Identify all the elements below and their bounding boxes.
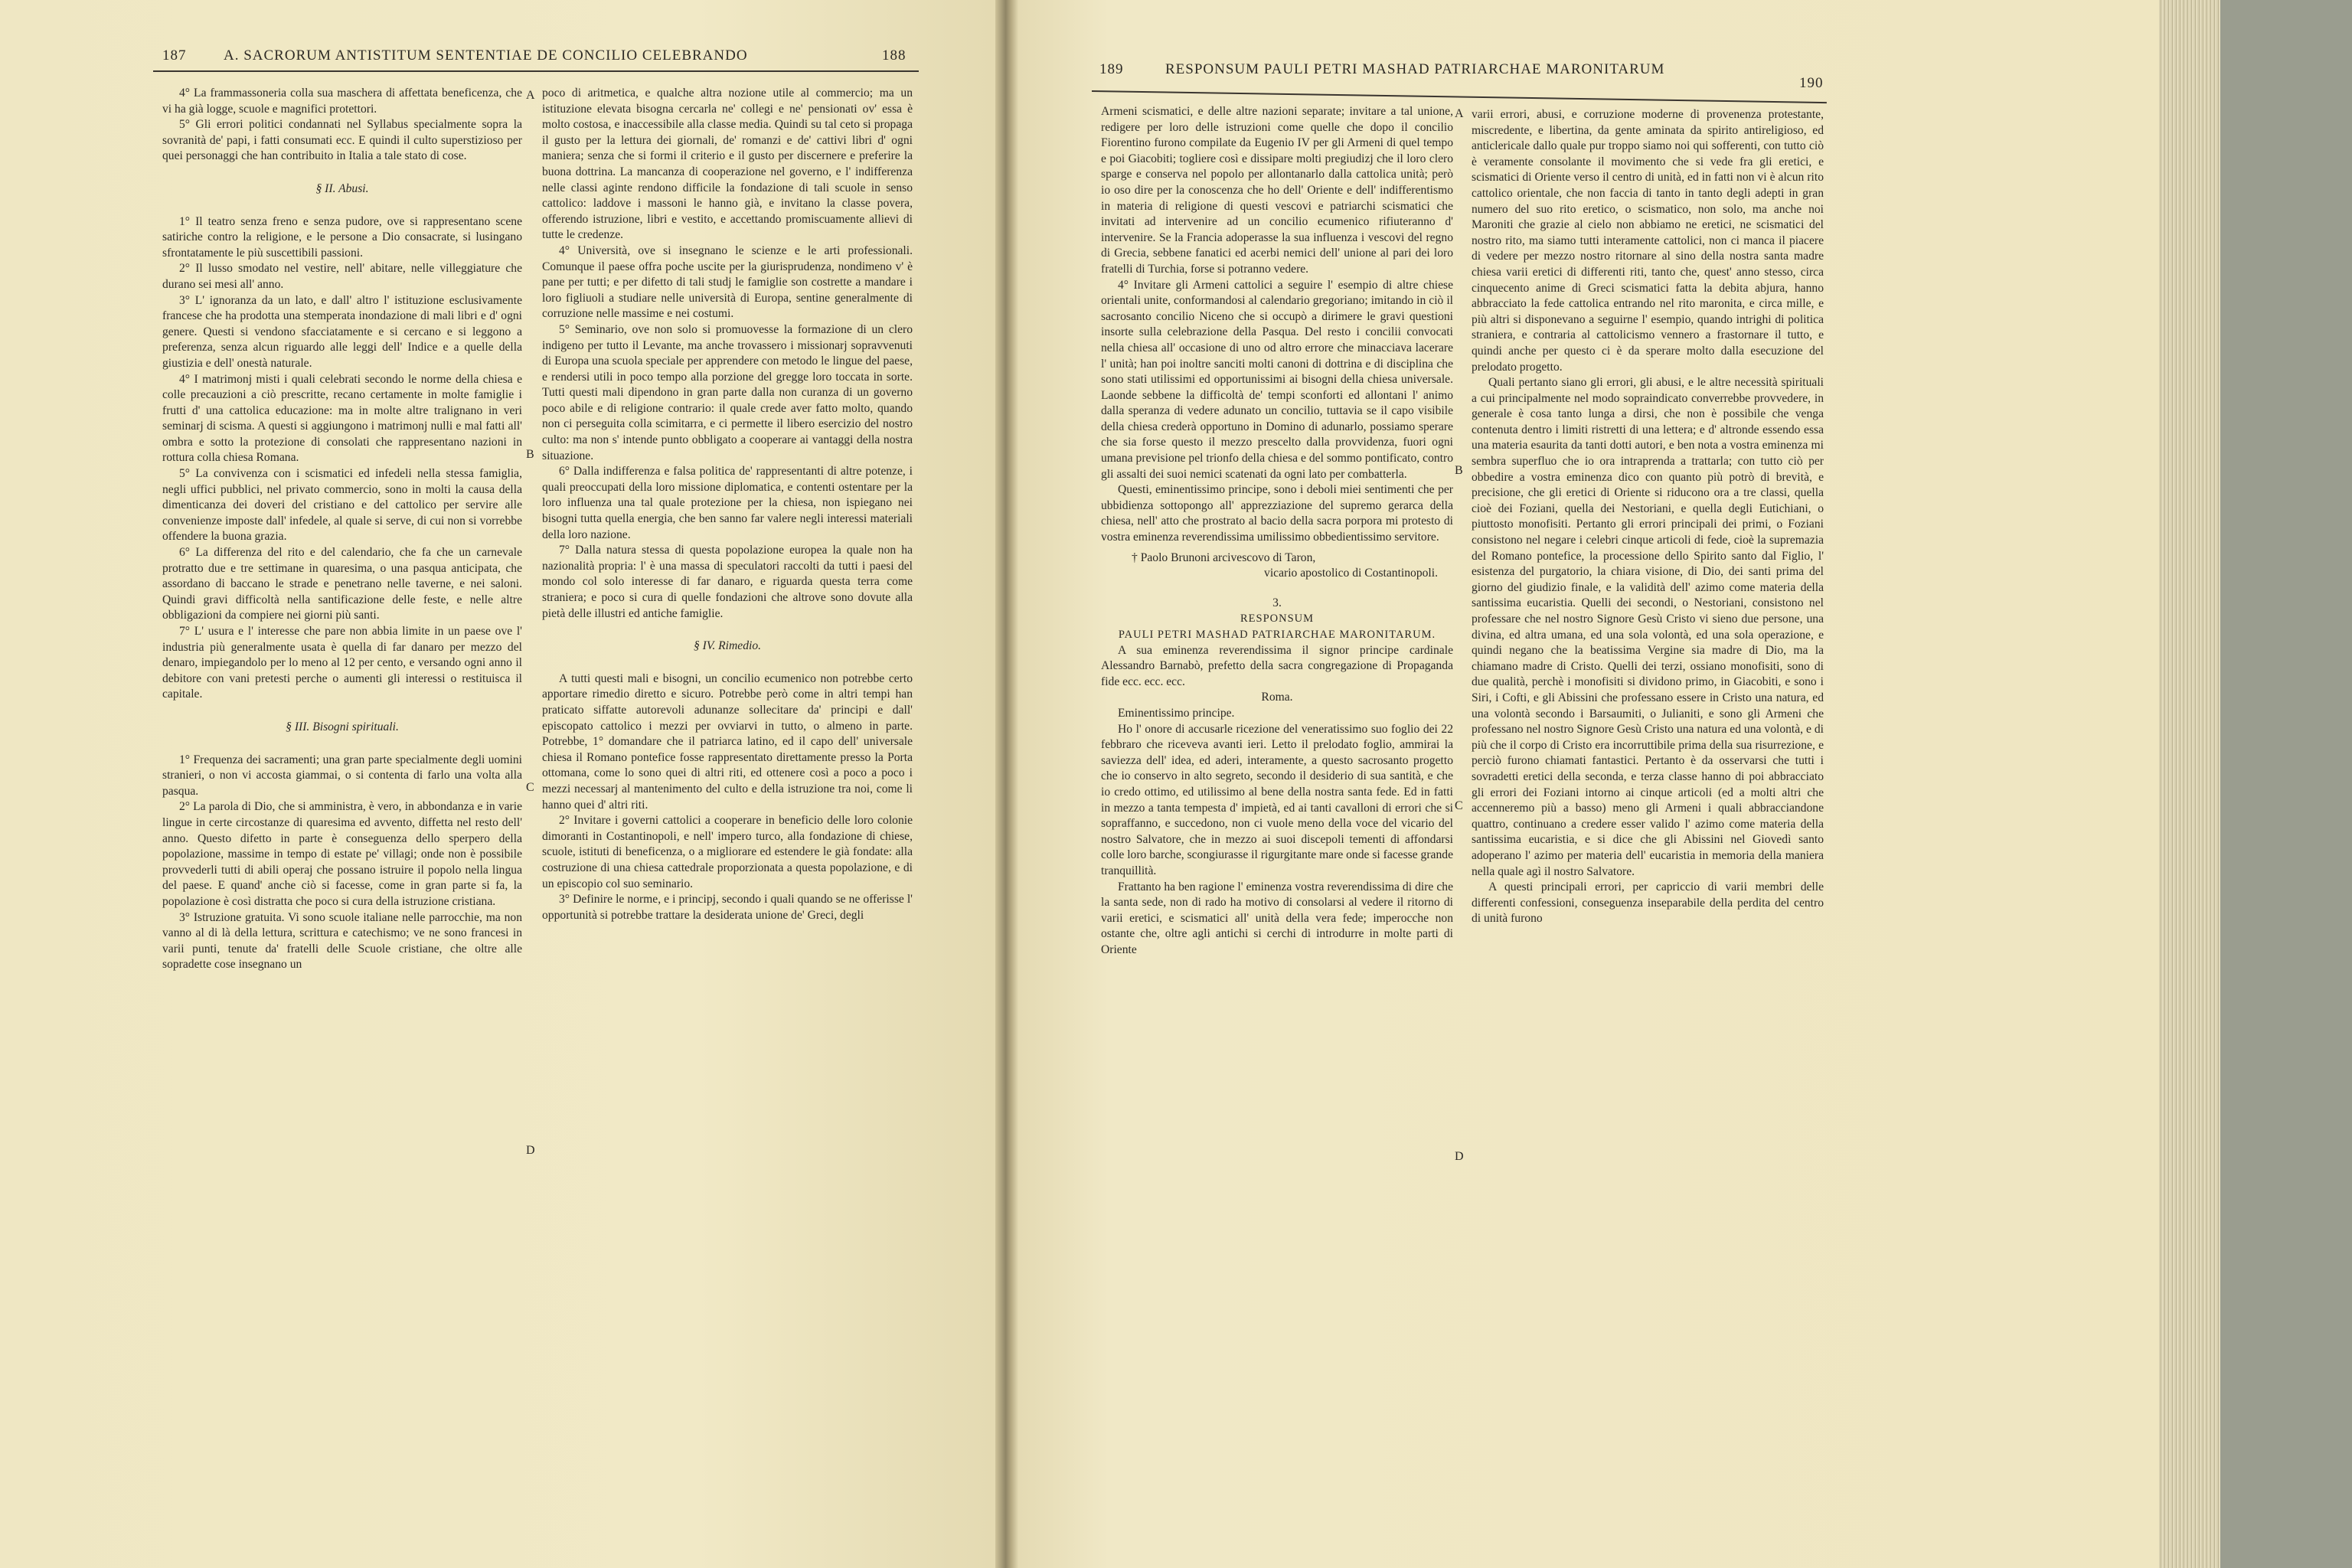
paragraph: 5° La convivenza con i scismatici ed infedeli nella stessa famiglia, negli uffici pubblici, nel privato commercio, sono in molti la causa della dimenticanza dei doveri del cristiano e del cattolico per servire alle convenienze imposte dall' infedele, al quale si serve, di cui non si vorrebbe offendere la buona grazia. bbox=[162, 467, 522, 544]
paragraph: 7° L' usura e l' interesse che pare non abbia limite in un paese ove l' industria più generalmente usata è quella di far danaro per mezzo del denaro, impiegandolo per lo meno al 12 per cento, e versando ogni anno il debitore con vani pretesti perche o aumenti gli interessi o restituisca il capitale. bbox=[162, 625, 522, 701]
page-number: 187 bbox=[162, 47, 187, 64]
paragraph: varii errori, abusi, e corruzione moderne di provenenza protestante, miscredente, e libertina, da gente aminata da spirito antireligioso, ed anticlericale dallo quale pur troppo siamo noi qui sofferenti, con tutto ciò è veramente consolante il movimento che si vede fra gli eretici, e scismatici di Oriente verso il centro di unità, ed in fatti non vi è alcun rito cattolico orientale, che non faccia di tanto in tanto degli adepti in gran numero del suo rito eretico, o scismatico, non solo, ma anche noi Maroniti che grazie al cielo non abbiamo ne eretici, ne scismatici del nostro rito, ma siamo tutti interamente cattolici, non ci manca il piacere di vedere per mezzo nostro ritornare al sino della nostra santa madre chiesa varii eretici di differenti riti, tanto che, quest' anno stesso, circa cinquecento anime di Greci scismatici fatta la debita abjura, hanno abbracciato la fede cattolica entrando nel rito maronita, e circa mille, e più altri si disponevano a seguirne l' esempio, quando intrighi di politica straniera, e contraria al cattolicismo vennero a frastornare il tutto, e quindi anche per questo ci è da sperare molto dalla esecuzione del prelodato progetto. bbox=[1472, 108, 1824, 374]
text-column-left bbox=[1101, 104, 1453, 958]
paragraph: 4° La frammassoneria colla sua maschera di affettata beneficenza, che vi ha già logge, scuole e magnifici protettori. bbox=[162, 87, 522, 116]
paragraph: A sua eminenza reverendissima il signor principe cardinale Alessandro Barnabò, prefetto della sacra congregazione di Propaganda fide ecc. ecc. ecc. bbox=[1101, 643, 1453, 688]
margin-marker: B bbox=[526, 448, 534, 461]
running-title: A. SACRORUM ANTISTITUM SENTENTIAE DE CONCILIO CELEBRANDO bbox=[224, 47, 748, 64]
left-page bbox=[0, 0, 995, 1568]
margin-marker: D bbox=[526, 1144, 535, 1157]
header-rule bbox=[1092, 90, 1827, 103]
paragraph: A tutti questi mali e bisogni, un concilio ecumenico non potrebbe certo apportare rimedio diretto e sicuro. Potrebbe però come in altri tempi han praticato siffatte autorevoli adunanze sollecitare da' principi e dall' episcopato cattolico i mezzi per ovviarvi in tutto, o almeno in parte. Potrebbe, 1° domandare che il patriarca latino, ed il capo dell' universale chiesa il Romano pontefice fosse rappresentato direttamente presso la Porta ottomana, come lo sono quei di altri riti, ed ottenere così a poco a poco i mezzi necessarj al mantenimento del culto e della istruzione tra noi, come li hanno quei d' altri riti. bbox=[542, 671, 913, 812]
section-heading: § III. Bisogni spirituali. bbox=[286, 720, 399, 733]
paragraph: poco di aritmetica, e qualche altra nozione utile al commercio; ma un istituzione elevata bisogna cercarla ne' collegi e ne' pensionati ov' essa è molto costosa, e inaccessibile alla classe media. Quindi su tal ceto si propaga il gusto per la lettura dei giornali, de' romanzi e de' cattivi libri d' ogni maniera; senza che si formi il criterio e il gusto per discernere e preferire la buona dottrina. La mancanza di cooperazione nel governo, e l' indifferenza nelle classi aginte rendono difficile la fondazione di tali scuole in senso cattolico: laddove i massoni le hanno già, e invitano la classe povera, offerendo istruzione, libri e vestito, e accettando promiscuamente allievi di tutte le credenze. bbox=[542, 87, 913, 242]
margin-marker: C bbox=[526, 781, 534, 794]
paragraph: 3° Definire le norme, e i principj, secondo i quali quando se ne offerisse l' opportunità si potrebbe trattare la desiderata unione de' Greci, degli bbox=[542, 893, 913, 922]
right-page bbox=[1018, 0, 2159, 1568]
paragraph: 3° Istruzione gratuita. Vi sono scuole italiane nelle parrocchie, ma non vanno al di là della lettura, scrittura e catechismo; ve ne sono francesi in varii punti, tenute da' fratelli delle Scuole cristiane, che oltre alle sopradette cose insegnano un bbox=[162, 910, 522, 972]
paragraph: A questi principali errori, per capriccio di varii membri delle differenti confessioni, conseguenza inseparabile della perdita del centro di unità furono bbox=[1472, 880, 1824, 926]
paragraph: 5° Gli errori politici condannati nel Syllabus specialmente sopra la sovranità de' papi, i fatti consumati ecc. E quindi il culto superstizioso per quei personaggi che han contribuito in Italia a tale stato di cose. bbox=[162, 118, 522, 163]
margin-marker: D bbox=[1455, 1150, 1464, 1163]
signature: † Paolo Brunoni arcivescovo di Taron, bbox=[1132, 550, 1316, 564]
paragraph: 4° Invitare gli Armeni cattolici a seguire l' esempio di altre chiese orientali unite, conformandosi al calendario gregoriano; imitando in ciò il sacrosanto concilio Niceno che si occupò a dirimere le gravi questioni insorte sulla celebrazione della Pasqua. Del resto i concilii convocati nella chiesa all' occasione di uno od altro errore che minacciava lacerare l' unità; han poi inoltre sanciti molti canoni di dottrina e di disciplina che sono stati utilissimi ed opportunissimi ai bisogni della chiesa universale. Laonde sebbene la difficoltà de' tempi sconforti ed allontani l' animo dalla speranza di vedere adunato un concilio, tuttavia se il capo visibile della chiesa crederà opportuno in Domino di adunarlo, possiamo sperare che sia forse questo il mezzo prescelto dalla provvidenza, fuori ogni umana previsione pel trionfo della chiesa e del sommo pontificato, contro gli assalti dei suoi nemici scatenati da ogni lato per combatterla. bbox=[1101, 278, 1453, 481]
section-heading: § IV. Rimedio. bbox=[693, 639, 762, 653]
paragraph: 3° L' ignoranza da un lato, e dall' altro l' istituzione esclusivamente francese che ha prodotta una stemperata inondazione di mali libri e d' ogni genere. Questi si vendono sfacciatamente e si cercano e si leggono a preferenza, senza alcun riguardo alle leggi dell' Indice e a quelle della giustizia e dell' onestà naturale. bbox=[162, 293, 522, 370]
paragraph: 1° Frequenza dei sacramenti; una gran parte specialmente degli uomini stranieri, o non vi accosta giammai, o si contenta di farlo una volta alla pasqua. bbox=[162, 753, 522, 798]
paragraph: Frattanto ha ben ragione l' eminenza vostra reverendissima di dire che la santa sede, non di rado ha motivo di consolarsi al vedere il ritorno di varii eretici, e scismatici all' unità della vera fede; imperocche non ostante che, oltre agli antichi si cerchi di introdurre in molte parti di Oriente bbox=[1101, 880, 1453, 956]
paragraph: 6° Dalla indifferenza e falsa politica de' rappresentanti di altre potenze, i quali preoccupati della loro missione diplomatica, e contenti ostentare per la loro influenza una tal quale protezione per la chiesa, non ispiegano nei bisogni tutta quella energia, che ben sanno far valere negli interessi materiali della loro nazione. bbox=[542, 465, 913, 541]
margin-marker: A bbox=[1455, 107, 1464, 120]
paragraph: Ho l' onore di accusarle ricezione del veneratissimo suo foglio dei 22 febbraro che riceveva avanti ieri. Letto il prelodato foglio, ammirai la saviezza dell' idea, ed aderi, interamente, a questo sacrosanto progetto che io conservo in alto segreto, secondo il desiderio di sua santità, e che io credo ottimo, ed utilissimo al bene della nostra santa fede. Ed in fatti in mezzo a tanta tempesta d' impietà, ed ai tanti cavalloni di errori che si sopraffanno, e succedono, non ci vuole meno della voce del vicario del nostro Salvatore, che in mezzo ai suoi discepoli tementi di affondarsi colle loro barche, scongiurasse il rigurgitante mare onde si facesse grande tranquillità. bbox=[1101, 722, 1453, 877]
paragraph: Quali pertanto siano gli errori, gli abusi, e le altre necessità spirituali a cui principalmente nel modo sopraindicato converrebbe provvedere, in generale è cosa tanto lunga a dirsi, che non è possibile che venga contenuta dentro i limiti ristretti di una lettera; e d' altronde essendo essa una materia esaurita da tanti dotti autori, e ben nota a vostra eminenza mi sembra superfluo che io ora intraprenda a trattarla; con tutto ciò per obbedire a vostra eminenza dico con quanto più potrò di brevità, e precisione, che gli eretici di Oriente si riducono ora a tre classi, quella cioè dei Foziani, quella dei Nestoriani, e quella degli Eutichiani, o piuttosto monofisiti. Pertanto gli errori principali dei primi, o Foziani consistono nel negare i celebri cinque articoli di fede, cioè la supremazia del Romano pontefice, la processione dello Spirito santo dal Figlio, l' esistenza del purgatorio, la chiara visione, di Dio, dei santi prima del giorno del giudizio finale, e la validità dell' azimo come materia della santissima eucaristia. Quelli dei secondi, o Nestoriani, consistono nel professare che nel nostro Signore Gesù Cristo vi sieno due persone, una divina, ed altra umana, ed una sola volontà, ed una sola operazione, e quindi negano che la beatissima Vergine sia madre di Dio, ma la chiamano madre di Cristo. Quelli dei terzi, ossiano monofisiti, sono di due qualità, perchè i monofisiti si dividono primo, in Giacobiti, e sono i Siri, i Cofti, e gli Abissini che professano essere in Cristo una natura, ed una volontà secondo i Barsaumiti, o Julianiti, e sono gli Armeni che professano nel nostro Signore Gesù Cristo una natura ed una volontà, e di più che il corpo di Cristo era incorruttibile prima della sua risurrezione, e perciò furono chiamati fantastici. Pertanto è da osservarsi che tutti i sovradetti eretici della seconda, e terza classe hanno di poi abbracciato gli errori dei Foziani intorno ai cinque articoli (ed a molti altri che accenneremo più a basso) meno gli Armeni i quali abbracciandone quattro, continuano a credere esser valido l' azimo come materia della santissima eucaristia, e si dice che gli Abissini nel Giovedì santo adoperano l' azimo per materia dell' eucaristia in memoria della maniera nella quale agì il nostro Salvatore. bbox=[1472, 376, 1824, 878]
paragraph: 7° Dalla natura stessa di questa popolazione europea la quale non ha nazionalità propria: l' è una massa di speculatori raccolti da tutti i paesi del mondo col solo interesse di far danaro, e riguarda questa terra come straniera; e poco si cura di quelle fondazioni che altrove sono dovute alla pietà delle illustri ed antiche famiglie. bbox=[542, 544, 913, 620]
document-number: 3. bbox=[1272, 596, 1282, 609]
paragraph: 1° Il teatro senza freno e senza pudore, ove si rappresentano scene satiriche contro la religione, e le persone a Dio consacrate, si lusingano sfrontatamente le più suscettibili passioni. bbox=[162, 214, 522, 260]
margin-marker: A bbox=[526, 89, 535, 102]
book-gutter bbox=[995, 0, 1018, 1568]
paragraph: 5° Seminario, ove non solo si promuovesse la formazione di un clero indigeno per tutto il Levante, ma anche trovassero i missionarj sopravvenuti di Europa una scuola speciale per apprendere con metodo le lingue del paese, e rendersi utili in poco tempo alla porzione del gregge loro toccata in sorte. Tutti questi mali dipendono in gran parte dalla non curanza di un governo poco abile e di religione contrario: il quale crede aver fatto molto, quando non ci perseguita colla scimitarra, e ci permette il libero esercizio del nostro culto: ma non s' intende punto obbligato a cooperare ai vantaggi della nostra situazione. bbox=[542, 322, 913, 462]
page-number: 190 bbox=[1799, 75, 1824, 91]
document-title: PAULI PETRI MASHAD PATRIARCHAE MARONITARUM. bbox=[1118, 629, 1436, 641]
running-title: RESPONSUM PAULI PETRI MASHAD PATRIARCHAE MARONITARUM bbox=[1165, 61, 1665, 77]
salutation: Eminentissimo principe. bbox=[1118, 706, 1235, 720]
page-block-edges bbox=[2159, 0, 2220, 1568]
text-column-left bbox=[162, 86, 522, 973]
table-surface bbox=[2220, 0, 2352, 1568]
paragraph: 4° I matrimonj misti i quali celebrati secondo le norme della chiesa e colle precauzioni a ciò prescritte, recano certamente in molte famiglie i frutti d' una cattolica educazione: ma in molte altre tralignano in veri seminarj di scisma. A questi si aggiungono i matrimonj nulli e mal fatti all' ombra e sotto la protezione di consolati che rappresentano nazioni in rottura colla chiesa Romana. bbox=[162, 372, 522, 465]
header-rule bbox=[153, 70, 919, 72]
paragraph: 2° Il lusso smodato nel vestire, nell' abitare, nelle villeggiature che durano sei mesi all' anno. bbox=[162, 262, 522, 291]
document-heading: RESPONSUM bbox=[1240, 612, 1315, 626]
section-heading: § II. Abusi. bbox=[315, 181, 369, 195]
signature: vicario apostolico di Costantinopoli. bbox=[1264, 567, 1438, 580]
paragraph: 6° La differenza del rito e del calendario, che fa che un carnevale protratto due e tre settimane in quaresima, o una pasqua anticipata, che assordano di baccano le strade e penetrano nelle taverne, e nei saloni. Quindi gravi difficoltà nella santificazione delle feste, e nelle altre obbligazioni da compiere nei giorni più santi. bbox=[162, 546, 522, 622]
place-line: Roma. bbox=[1261, 691, 1293, 704]
page-number: 189 bbox=[1099, 61, 1124, 77]
margin-marker: C bbox=[1455, 799, 1463, 812]
page-number: 188 bbox=[882, 47, 906, 64]
paragraph: 2° La parola di Dio, che si amministra, è vero, in abbondanza e in varie lingue in certe circostanze di quaresima ed avvento, diffetta nel resto dell' anno. Questo difetto in parte è conseguenza dello sperpero della popolazione, massime in tempo di estate pe' villagi; onde non è possibile provvederli tutti di abili operaj che possano istruire il popolo nella lingua del paese. E quand' anche ciò si facesse, come in gran parte si fa, la popolazione è così distratta che poco si cura della istruzione cristiana. bbox=[162, 800, 522, 908]
text-column-right bbox=[542, 86, 913, 923]
text-column-right bbox=[1472, 107, 1824, 927]
paragraph: 2° Invitare i governi cattolici a cooperare in beneficio delle loro colonie dimoranti in Costantinopoli, e nell' impero turco, alla fondazione di chiese, scuole, istituti di beneficenza, o a migliorare ed estendere le già fondate: alla costruzione di una chiesa cattedrale proporzionata a questa popolazione, e di un episcopio col suo seminario. bbox=[542, 814, 913, 890]
margin-marker: B bbox=[1455, 464, 1463, 477]
paragraph: Armeni scismatici, e delle altre nazioni separate; invitare a tal unione, redigere per loro delle istruzioni come quelle che dopo il concilio Fiorentino furono compilate da Eugenio IV per gli Armeni di quel tempo e poi Giacobiti; togliere così e dissipare molti pregiudizj che il loro clero sparge e conserva nel popolo per allontanarlo dalla cattolica unità; però io oso dire per la conoscenza che ho dell' Oriente e dell' indifferentismo in materia di religione di questi vescovi e patriarchi scismatici che invitati ad intervenire ad un concilio ecumenico rifiuteranno d' intervenire. Se la Francia adoperasse la sua influenza i vescovi del regno di Grecia, sebbene fanatici ed acerbi nemici dell' unione al pari dei loro fratelli di Turchia, forse si potranno vedere. bbox=[1101, 105, 1453, 276]
paragraph: Questi, eminentissimo principe, sono i deboli miei sentimenti che per ubbidienza sottopongo all' apprezziazione del supremo gerarca della chiesa, nell' atto che prostrato al bacio della sacra porpora mi protesto di vostra eminenza reverendissima umilissimo obbedientissimo servitore. bbox=[1101, 483, 1453, 544]
paragraph: 4° Università, ove si insegnano le scienze e le arti professionali. Comunque il paese offra poche uscite per la giurisprudenza, nondimeno v' è pane per tutti; e per difetto di tali studj le famiglie son costrette a mandare i loro figliuoli a studiare nelle università di Europa, sentine generalmente di corruzione nelle massime e nei costumi. bbox=[542, 243, 913, 321]
